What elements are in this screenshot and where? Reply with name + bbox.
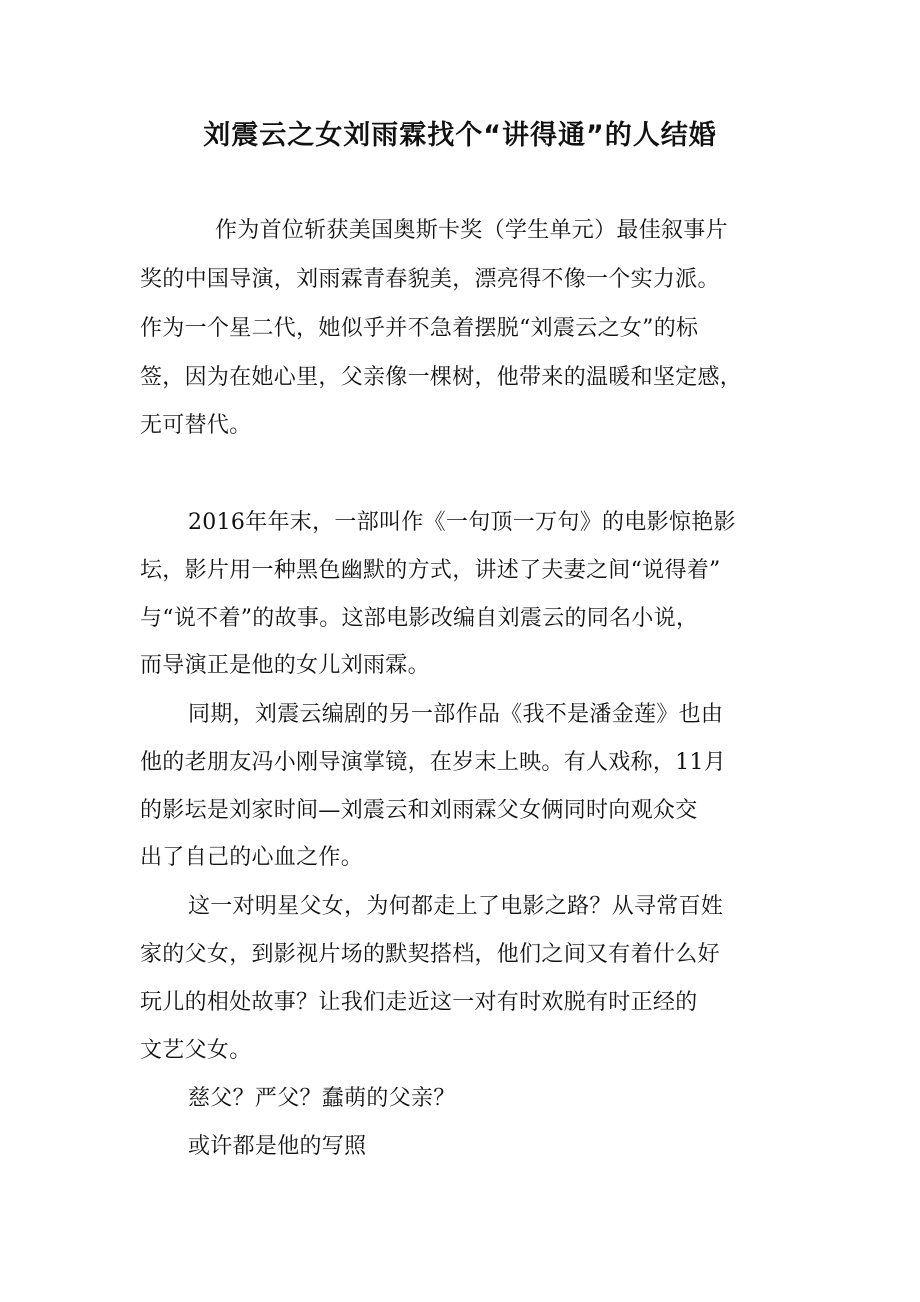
document-title: 刘震云之女刘雨霖找个“讲得通”的人结婚 <box>203 120 717 151</box>
paragraph-line: 2016年年末，一部叫作《一句顶一万句》的电影惊艳影 <box>188 510 736 535</box>
paragraph-line: 奖的中国导演，刘雨霖青春貌美，漂亮得不像一个实力派。 <box>140 267 720 292</box>
paragraph-line: 或许都是他的写照 <box>188 1134 367 1159</box>
paragraph-line: 文艺父女。 <box>140 1038 252 1063</box>
paragraph-line: 这一对明星父女，为何都走上了电影之路？从寻常百姓 <box>188 894 724 919</box>
paragraph-line: 而导演正是他的女儿刘雨霖。 <box>140 653 430 678</box>
paragraph-line: 的影坛是刘家时间—刘震云和刘雨霖父女俩同时向观众交 <box>140 798 698 823</box>
paragraph-line: 慈父？严父？蠢萌的父亲？ <box>188 1086 456 1111</box>
paragraph-line: 他的老朋友冯小刚导演掌镜，在岁末上映。有人戏称，11月 <box>140 750 727 775</box>
paragraph-line: 坛，影片用一种黑色幽默的方式，讲述了夫妻之间“说得着” <box>140 558 721 583</box>
paragraph-line: 与“说不着”的故事。这部电影改编自刘震云的同名小说， <box>140 606 699 631</box>
paragraph-line: 同期，刘震云编剧的另一部作品《我不是潘金莲》也由 <box>188 702 724 727</box>
paragraph-line: 作为一个星二代，她似乎并不急着摆脱“刘震云之女”的标 <box>140 316 699 341</box>
paragraph-line: 家的父女，到影视片场的默契搭档，他们之间又有着什么好 <box>140 942 720 967</box>
paragraph-line: 出了自己的心血之作。 <box>140 845 364 870</box>
paragraph-line: 玩儿的相处故事？让我们走近这一对有时欢脱有时正经的 <box>140 990 698 1015</box>
paragraph-line: 作为首位斩获美国奥斯卡奖（学生单元）最佳叙事片 <box>215 218 728 243</box>
paragraph-line: 签，因为在她心里，父亲像一棵树，他带来的温暖和坚定感， <box>140 365 743 390</box>
paragraph-line: 无可替代。 <box>140 413 252 438</box>
